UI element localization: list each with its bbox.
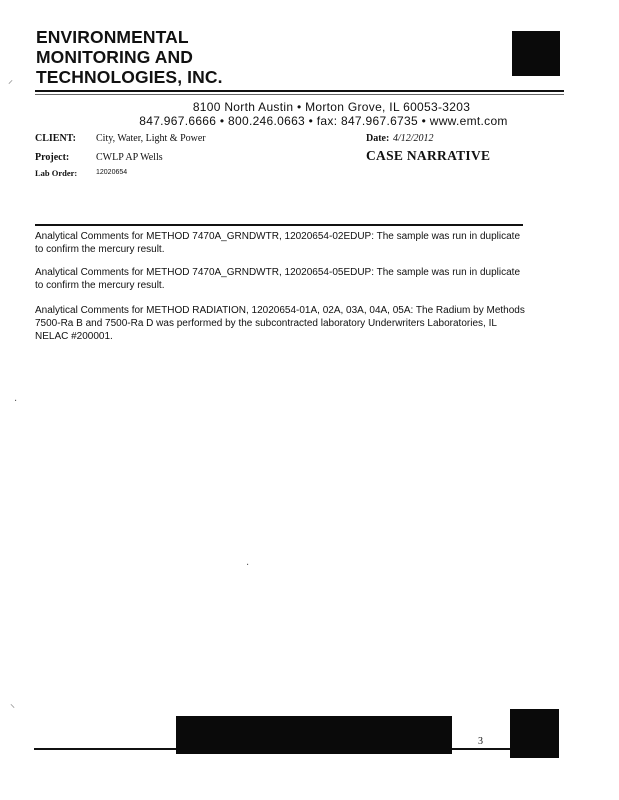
redacted-footer-box	[510, 709, 559, 758]
client-label: CLIENT:	[35, 133, 76, 144]
footer-divider-right	[452, 748, 510, 750]
footer-divider-left	[34, 748, 176, 750]
company-name	[36, 27, 296, 87]
lab-order-label: Lab Order:	[35, 168, 78, 178]
company-name-line-3: TECHNOLOGIES, INC.	[36, 67, 223, 87]
client-value: City, Water, Light & Power	[96, 133, 206, 144]
section-divider	[35, 224, 523, 226]
project-label: Project:	[35, 152, 70, 163]
scan-margin-mark: ⸜	[10, 699, 15, 710]
scan-margin-mark: ·	[246, 560, 250, 571]
header-divider	[35, 90, 564, 92]
scan-margin-mark: ⸝	[8, 75, 13, 86]
document-title: CASE NARRATIVE	[366, 148, 491, 163]
date-value: 4/12/2012	[393, 133, 434, 144]
header-divider-thin	[35, 94, 564, 95]
company-contact: 847.967.6666 • 800.246.0663 • fax: 847.967.6735 • www.emt.com	[139, 114, 508, 128]
company-name-line-2: MONITORING AND	[36, 47, 193, 67]
comment-paragraph-3: Analytical Comments for METHOD RADIATION, 12020654-01A, 02A, 03A, 04A, 05A: The Radium by Methods 7500-Ra B and 7500-Ra D was performed by the subcontracted laboratory Underwriters Laboratories, IL NELAC #200001.	[35, 305, 525, 342]
comment-paragraph-2: Analytical Comments for METHOD 7470A_GRNDWTR, 12020654-05EDUP: The sample was run in duplicate to confirm the mercury result.	[35, 267, 521, 291]
date-label: Date:	[366, 133, 390, 144]
company-address: 8100 North Austin • Morton Grove, IL 60053-3203	[192, 100, 471, 114]
company-name-line-1: ENVIRONMENTAL	[36, 27, 189, 47]
redacted-footer-block	[176, 716, 452, 754]
lab-order-value: 12020654	[96, 169, 128, 176]
project-value: CWLP AP Wells	[96, 152, 163, 163]
comment-paragraph-1: Analytical Comments for METHOD 7470A_GRNDWTR, 12020654-02EDUP: The sample was run in duplicate to confirm the mercury result.	[35, 231, 521, 255]
scan-margin-mark: ·	[14, 396, 18, 407]
redacted-logo	[512, 31, 560, 76]
page-number: 3	[478, 736, 483, 747]
